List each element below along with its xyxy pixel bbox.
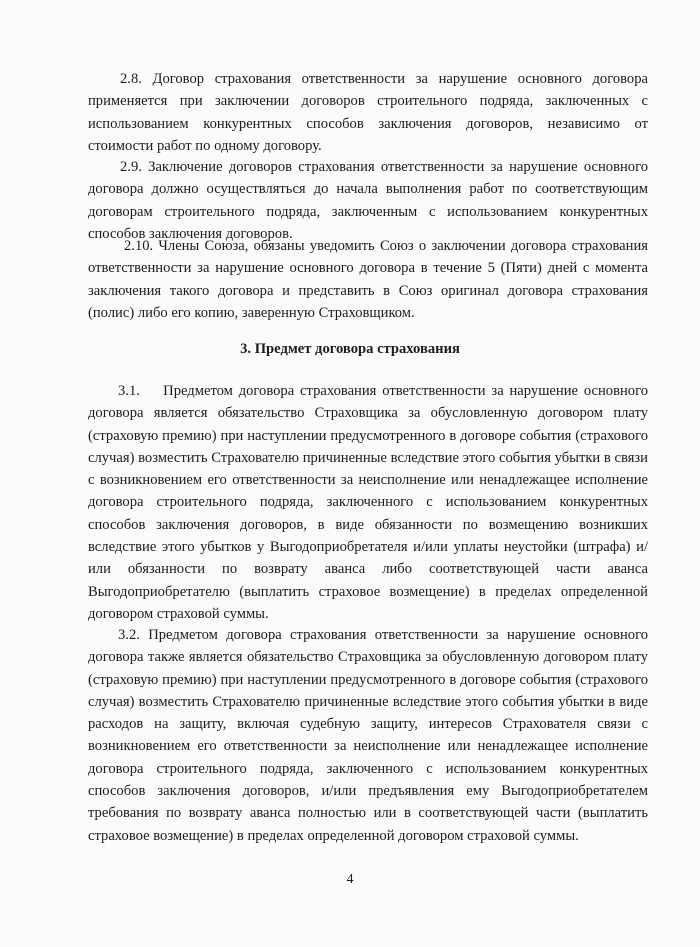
page-number: 4 bbox=[346, 872, 354, 887]
paragraph-2-10: 2.10. Члены Союза, обязаны уведомить Союз о заключении договора страхования ответственности за нарушение основного договора в течение 5 (Пяти) дней с момента заключения такого договора и представить в Союз оригинал договора страхования (полис) либо его копию, заверенную Страховщиком. bbox=[88, 238, 648, 321]
section-heading: 3. Предмет договора страхования bbox=[240, 341, 460, 357]
paragraph-2-9: 2.9. Заключение договоров страхования ответственности за нарушение основного договора должно осуществляться до начала выполнения работ по соответствующим договорам строительного подряда, заключенным с использованием конкурентных способов заключения договоров. bbox=[88, 159, 648, 242]
paragraph-3-1: 3.1. Предметом договора страхования ответственности за нарушение основного договора является обязательство Страховщика за обусловленную договором плату (страховую премию) при наступлении предусмотренного в договоре события (страхового случая) возместить Страхователю причиненные вследствие этого события убытки в связи с возникновением его ответственности за неисполнение или ненадлежащее исполнение договора строительного подряда, заключенного с использованием конкурентных способов заключения договоров, в виде обязанности по возмещению возникших вследствие этого убытков у Выгодоприобретателя и/или уплаты неустойки (штрафа) и/или обязанности по возврату аванса либо соответствующей части аванса Выгодоприобретателю (выплатить страховое возмещение) в пределах определенной договором страховой суммы. bbox=[88, 383, 652, 622]
paragraph-3-2: 3.2. Предметом договора страхования ответственности за нарушение основного договора также является обязательство Страховщика за обусловленную договором плату (страховую премию) при наступлении предусмотренного в договоре события (страхового случая) возместить Страхователю причиненные вследствие этого события убытки в виде расходов на защиту, включая судебную защиту, интересов Страхователя связи с возникновением его ответственности за неисполнение или ненадлежащее исполнение договора строительного подряда, заключенного с использованием конкурентных способов заключения договоров, и/или предъявления ему Выгодоприобретателем требования по возврату аванса полностью или в соответствующей части (выплатить страховое возмещение) в пределах определенной договором страховой суммы. bbox=[88, 627, 648, 844]
paragraph-2-8: 2.8. Договор страхования ответственности за нарушение основного договора применяется при заключении договоров строительного подряда, заключенных с использованием конкурентных способов заключения договоров, независимо от стоимости работ по одному договору. bbox=[88, 71, 648, 154]
